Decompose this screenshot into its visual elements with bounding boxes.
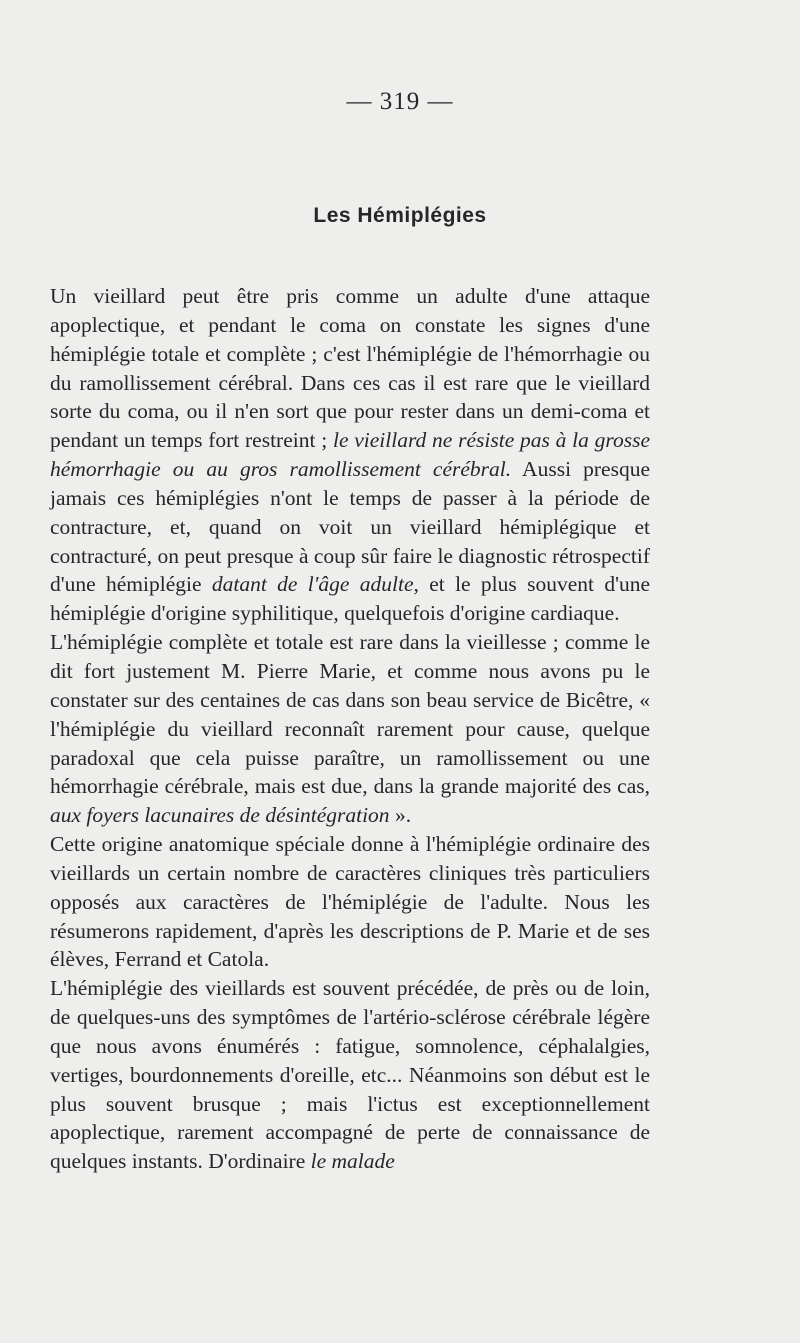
paragraph-1-part-1: Un vieillard peut être pris comme un adulte d'une attaque apoplectique, et pendant le coma on constate les signes d'une hémiplégie totale et complète ; c'est l'hémiplégie de l'hémorrhagie ou du ramollissement cérébral. Dans ces cas il est rare que le vieillard sorte du coma, ou il n'en sort que pour rester dans un demi-coma et pendant un temps fort restreint ; (50, 284, 650, 453)
paragraph-1-part-5: et le plus souvent d'une hémiplégie d'origine syphilitique, quelquefois d'origine cardiaque. (50, 572, 650, 626)
paragraph-3 (50, 830, 650, 974)
paragraph-2-italic-1: aux foyers lacunaires de désintégration (50, 803, 390, 828)
paragraph-2-part-3: ». (389, 803, 412, 828)
paragraph-1-italic-2: datant de l'âge adulte, (211, 572, 419, 597)
paragraph-3-part-1: Cette origine anatomique spéciale donne à l'hémiplégie ordinaire des vieillards un certain nombre de caractères cliniques très particuliers opposés aux caractères de l'hémiplégie de l'adulte. Nous les résumerons rapidement, d'après les descriptions de P. Marie et de ses élèves, Ferrand et Catola. (50, 832, 650, 972)
paragraph-4 (50, 974, 650, 1176)
paragraph-2 (50, 628, 650, 830)
paragraph-4-part-1: L'hémiplégie des vieillards est souvent précédée, de près ou de loin, de quelques-uns des symptômes de l'artério-sclérose cérébrale légère que nous avons énumérés : fatigue, somnolence, céphalalgies, vertiges, bourdonnements d'oreille, etc... Néanmoins son début est le plus souvent brusque ; mais l'ictus est exceptionnellement apoplectique, rarement accompagné de perte de connaissance de quelques instants. D'ordinaire (50, 976, 650, 1174)
paragraph-1-part-3: Aussi presque jamais ces hémiplégies n'ont le temps de passer à la période de contracture, et, quand on voit un vieillard hémiplégique et contracturé, on peut presque à coup sûr faire le diagnostic rétrospectif d'une hémiplégie (50, 457, 650, 597)
paragraph-1-italic-1: le vieillard ne résiste pas à la grosse hémorrhagie ou au gros ramollissement cérébral. (50, 428, 650, 482)
page-number: — 319 — (346, 88, 454, 115)
chapter-title: Les Hémiplégies (313, 204, 487, 227)
paragraph-2-part-1: L'hémiplégie complète et totale est rare dans la vieillesse ; comme le dit fort justement M. Pierre Marie, et comme nous avons pu le constater sur des centaines de cas dans son beau service de Bicêtre, « l'hémiplégie du vieillard reconnaît rarement pour cause, quelque paradoxal que cela puisse paraître, un ramollissement ou une hémorrhagie cérébrale, mais est due, dans la grande majorité des cas, (50, 630, 650, 799)
paragraph-4-italic-1: le malade (310, 1149, 395, 1174)
paragraph-1 (50, 282, 650, 628)
body-text (50, 282, 650, 1176)
